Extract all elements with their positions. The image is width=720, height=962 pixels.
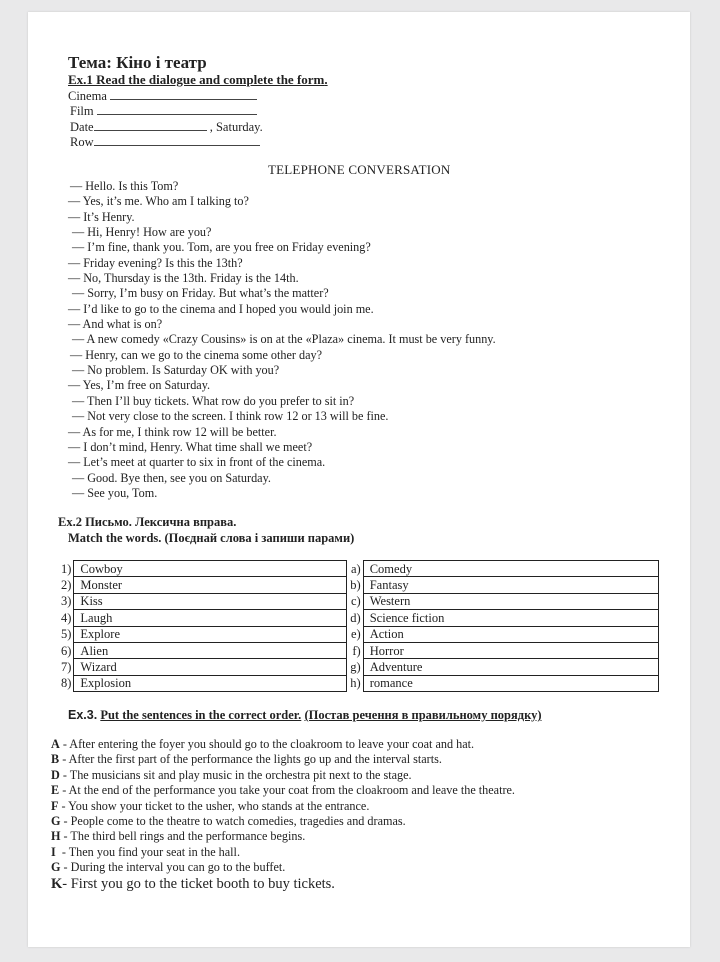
dialogue-line: — I’m fine, thank you. Tom, are you free on Friday evening? [72,240,371,255]
worksheet-page [28,12,690,947]
dialogue-line: — As for me, I think row 12 will be better. [68,424,277,439]
table-row [61,561,659,577]
dialogue-line: — Then I’ll buy tickets. What row do you prefer to sit in? [72,393,355,408]
table-row [61,659,659,675]
left-word: Alien [74,642,346,658]
ex2-subheading: Match the words. (Поєднай слова і запиши парами) [68,531,355,545]
dialogue-line: — Yes, I’m free on Saturday. [68,378,211,393]
right-word: Comedy [363,561,658,577]
dialogue-line: — Friday evening? Is this the 13th? [68,255,243,270]
form-film-label: Film [70,104,94,118]
right-word: Western [363,593,658,609]
item-letter: B [51,752,60,767]
list-item [51,799,515,814]
ex3-translation: (Постав речення в правильному порядку) [304,708,542,722]
item-text: - The musicians sit and play music in the orchestra pit next to the stage. [59,767,412,782]
item-text: - After entering the foyer you should go to the cloakroom to leave your coat and hat. [59,737,475,751]
ex1-heading-suffix: . [324,72,328,87]
right-word: romance [363,675,658,691]
row-letter: d) [346,610,363,626]
item-letter: G [51,814,61,829]
item-letter: G [51,860,61,875]
form-cinema-label: Cinema [68,89,107,103]
item-text: - Then you find your seat in the hall. [55,844,240,859]
table-row [61,642,659,658]
right-word: Action [363,626,658,642]
list-item [51,752,515,767]
item-text: - After the first part of the performance the lights go up and the interval starts. [59,752,442,767]
item-text: - During the interval you can go to the buffet. [60,860,286,875]
list-item [51,737,515,752]
item-letter: D [51,767,60,782]
dialogue-line: — A new comedy «Crazy Cousins» is on at the «Plaza» cinema. It must be very funny. [72,332,496,347]
row-letter: h) [346,675,363,691]
page-title: Тема: Кіно і театр [68,53,207,72]
dialogue-line: — Hello. Is this Tom? [70,179,179,193]
form-date-label: Date [70,120,94,134]
ex1-heading [68,72,328,88]
right-word: Adventure [363,659,658,675]
item-letter: I [51,844,56,859]
dialogue-line: — No problem. Is Saturday OK with you? [72,363,280,378]
dialogue-line: — Yes, it’s me. Who am I talking to? [68,194,249,209]
dialogue-line: — And what is on? [68,317,163,332]
ex1-heading-text: Ex.1 Read the dialogue and complete the form [68,72,325,87]
row-letter: b) [346,577,363,593]
left-word: Wizard [74,659,346,675]
list-item [51,829,515,844]
right-word: Horror [363,642,658,658]
item-letter: F [51,798,59,813]
ordering-list [51,737,515,892]
row-number: 2) [61,577,74,593]
form-cinema-blank[interactable] [110,88,257,100]
left-word: Explosion [74,675,346,691]
item-letter: A [51,737,60,751]
dialogue-line: — It’s Henry. [68,209,135,224]
item-text: - The third bell rings and the performance begins. [60,829,306,844]
right-word: Fantasy [363,577,658,593]
form-row-label: Row [70,135,94,149]
dialogue-line: — I don’t mind, Henry. What time shall we meet? [68,439,313,454]
form-cinema-row [68,88,257,104]
row-letter: g) [346,659,363,675]
left-word: Laugh [74,610,346,626]
list-item [51,860,515,875]
row-letter: f) [346,642,363,658]
row-letter: c) [346,593,363,609]
conversation-title: TELEPHONE CONVERSATION [268,162,451,177]
form-film-blank[interactable] [97,103,257,115]
form-date-suffix: , Saturday. [209,120,263,134]
table-row [61,610,659,626]
list-item [51,814,515,829]
left-word: Cowboy [74,561,346,577]
row-number: 7) [61,659,74,675]
row-number: 6) [61,642,74,658]
row-number: 5) [61,626,74,642]
row-number: 4) [61,610,74,626]
form-date-row [70,119,263,135]
list-item [51,768,515,783]
ex2-heading: Ex.2 Письмо. Лексична вправа. [58,515,237,529]
item-letter: K [51,875,63,892]
item-text: - First you go to the ticket booth to buy tickets. [62,875,335,892]
item-letter: H [51,829,61,844]
form-film-row [70,103,257,119]
form-row-row [70,134,260,150]
table-row [61,675,659,691]
form-row-blank[interactable] [94,134,260,146]
item-text: - At the end of the performance you take your coat from the cloakroom and leave the theatre. [59,783,515,798]
row-number: 1) [61,561,74,577]
match-table [61,560,659,692]
dialogue-line: — Henry, can we go to the cinema some other day? [70,347,323,362]
row-letter: a) [346,561,363,577]
row-number: 8) [61,675,74,691]
ex3-heading-text: Put the sentences in the correct order. [100,708,302,722]
dialogue [68,179,496,501]
left-word: Explore [74,626,346,642]
table-row [61,577,659,593]
table-row [61,593,659,609]
dialogue-line: — I’d like to go to the cinema and I hoped you would join me. [68,301,374,316]
right-word: Science fiction [363,610,658,626]
item-letter: E [51,783,60,798]
dialogue-line: — No, Thursday is the 13th. Friday is the 14th. [68,271,299,286]
list-item [51,845,515,860]
item-text: - People come to the theatre to watch comedies, tragedies and dramas. [60,814,406,829]
form-date-blank[interactable] [94,119,207,131]
row-letter: e) [346,626,363,642]
dialogue-line: — Not very close to the screen. I think row 12 or 13 will be fine. [72,409,389,424]
dialogue-line: — Let’s meet at quarter to six in front of the cinema. [68,455,326,470]
left-word: Kiss [74,593,346,609]
ex3-prefix: Ex.3. [68,708,98,722]
row-number: 3) [61,593,74,609]
dialogue-line: — Good. Bye then, see you on Saturday. [72,470,271,485]
list-item [51,783,515,798]
dialogue-line: — Sorry, I’m busy on Friday. But what’s the matter? [72,286,329,301]
table-row [61,626,659,642]
dialogue-line: — Hi, Henry! How are you? [72,225,212,240]
left-word: Monster [74,577,346,593]
dialogue-line: — See you, Tom. [72,485,158,500]
item-text: - You show your ticket to the usher, who stands at the entrance. [58,798,370,813]
ex3-heading [68,708,542,723]
list-item [51,877,515,892]
